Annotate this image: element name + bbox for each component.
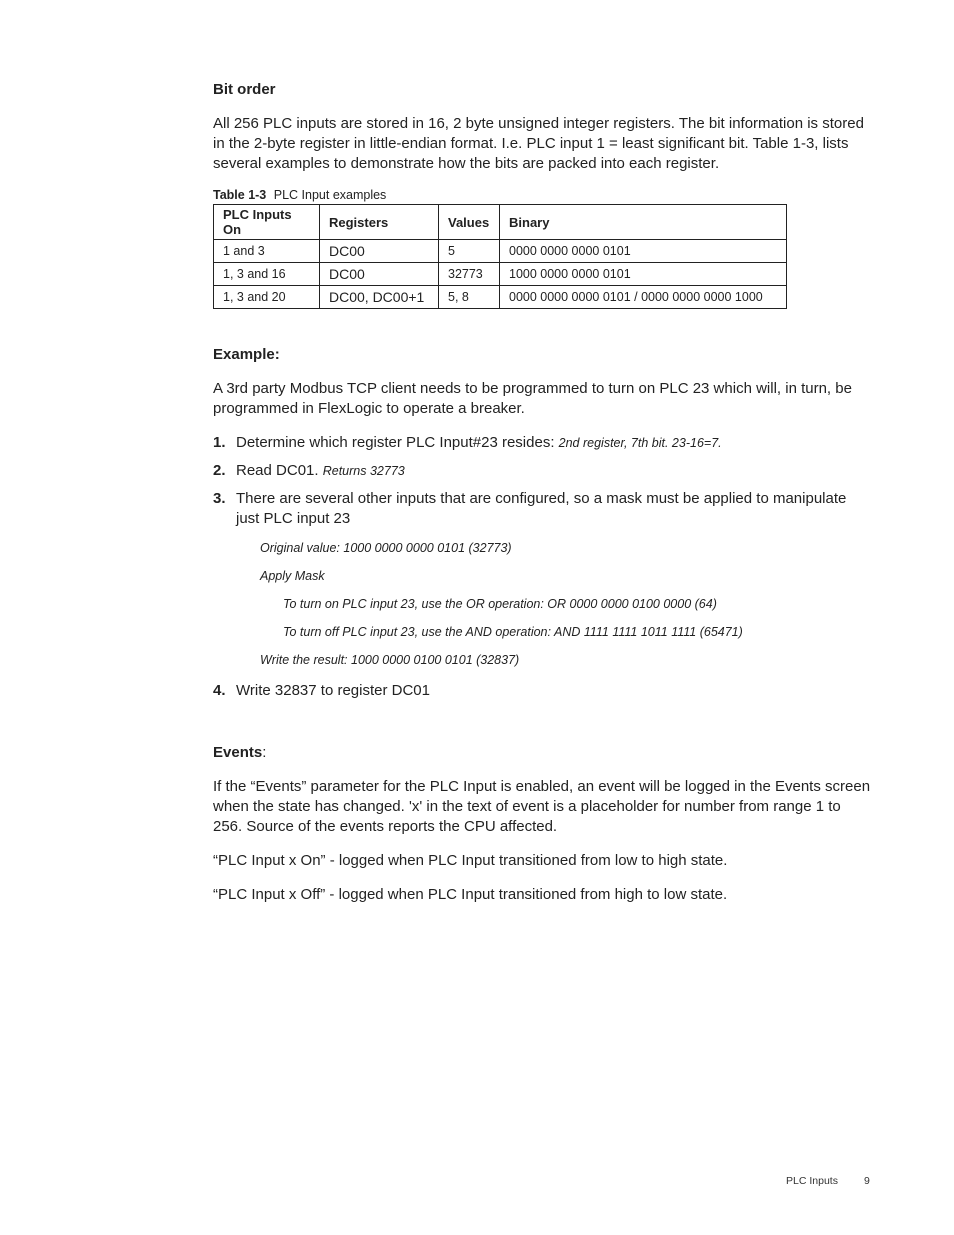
cell-registers: DC00, DC00+1 [320,286,439,309]
cell-registers: DC00 [320,240,439,263]
bit-order-heading: Bit order [213,81,276,98]
original-value-line: Original value: 1000 0000 0000 0101 (32773) [260,541,512,555]
table-row [214,286,787,309]
list-item [213,681,873,701]
step-text: Read DC01. [236,462,323,479]
events-heading [213,743,873,763]
turn-on-mask-line: To turn on PLC input 23, use the OR operation: OR 0000 0000 0100 0000 (64) [283,597,717,611]
cell-values: 5 [439,240,500,263]
header-plc-inputs-on: PLC Inputs On [214,205,320,240]
cell-registers: DC00 [320,263,439,286]
events-off-line: “PLC Input x Off” - logged when PLC Input transitioned from high to low state. [213,886,728,903]
cell-binary: 1000 0000 0000 0101 [500,263,787,286]
header-binary: Binary [500,205,787,240]
cell-binary: 0000 0000 0000 0101 / 0000 0000 0000 1000 [500,286,787,309]
cell-inputs-on: 1 and 3 [214,240,320,263]
step-text: There are several other inputs that are configured, so a mask must be applied to manipulate just PLC input 23 [236,490,847,527]
steps-list-continued [213,681,873,701]
list-item [213,489,873,529]
header-registers: Registers [320,205,439,240]
steps-list [213,433,873,529]
step-note: 2nd register, 7th bit. 23-16=7. [558,436,722,450]
step-note: Returns 32773 [322,464,405,478]
write-result-line: Write the result: 1000 0000 0100 0101 (32837) [260,653,520,667]
example-intro: A 3rd party Modbus TCP client needs to be programmed to turn on PLC 23 which will, in turn, be programmed in FlexLogic to operate a breaker. [213,380,852,417]
cell-inputs-on: 1, 3 and 16 [214,263,320,286]
cell-binary: 0000 0000 0000 0101 [500,240,787,263]
document-page [213,80,873,919]
events-on-line: “PLC Input x On” - logged when PLC Input transitioned from low to high state. [213,852,728,869]
table-caption-text: PLC Input examples [273,188,387,202]
step-number: 1. [213,434,226,451]
table-row [214,240,787,263]
cell-values: 32773 [439,263,500,286]
step-number: 3. [213,490,226,507]
bit-order-paragraph: All 256 PLC inputs are stored in 16, 2 byte unsigned integer registers. The bit information is stored in the 2-byte register in little-endian format. I.e. PLC input 1 = least significant bit. Table 1-3, lists several examples to demonstrate how the bits are packed into each register. [213,115,864,172]
page-footer [786,1175,870,1187]
table-row [214,263,787,286]
step-text: Write 32837 to register DC01 [236,682,430,699]
example-heading: Example: [213,346,280,363]
events-section [213,777,873,905]
step-number: 4. [213,682,226,699]
cell-values: 5, 8 [439,286,500,309]
turn-off-mask-line: To turn off PLC input 23, use the AND operation: AND 1111 1111 1011 1111 (65471) [283,625,743,639]
header-values: Values [439,205,500,240]
list-item [213,461,873,481]
events-paragraph: If the “Events” parameter for the PLC Input is enabled, an event will be logged in the Events screen when the state has changed. 'x' in the text of event is a placeholder for number from range 1 to 256. Source of the events reports the CPU affected. [213,778,871,835]
list-item [213,433,873,453]
footer-section: PLC Inputs [786,1175,838,1187]
table-caption-label: Table 1-3 [213,188,267,202]
table-caption [213,188,873,202]
page-number: 9 [863,1175,870,1187]
table-header-row [214,205,787,240]
apply-mask-line: Apply Mask [260,569,325,583]
step-text: Determine which register PLC Input#23 resides: [236,434,559,451]
step-number: 2. [213,462,226,479]
events-heading-text: Events [213,744,263,761]
events-heading-colon: : [262,744,267,761]
plc-input-examples-table [213,204,787,309]
cell-inputs-on: 1, 3 and 20 [214,286,320,309]
